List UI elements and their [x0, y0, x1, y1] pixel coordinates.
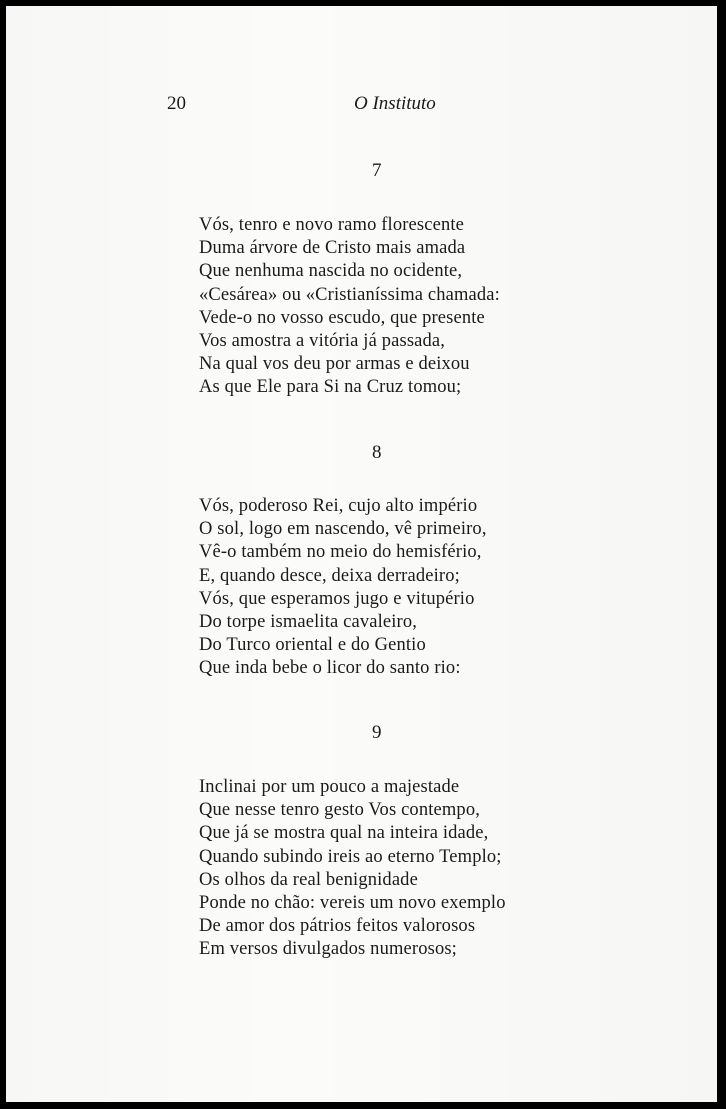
verse-line: Ponde no chão: vereis um novo exemplo	[199, 892, 506, 913]
verse-line: Quando subindo ireis ao eterno Templo;	[199, 846, 502, 867]
verse-line: O sol, logo em nascendo, vê primeiro,	[199, 519, 487, 540]
verse-line: Do torpe ismaelita cavaleiro,	[199, 611, 418, 632]
verse-line: Vede-o no vosso escudo, que presente	[199, 307, 485, 328]
verse-line: Que nesse tenro gesto Vos contempo,	[199, 800, 480, 821]
verse-line: Em versos divulgados numerosos;	[199, 939, 457, 960]
verse-line: Os olhos da real benignidade	[199, 869, 418, 890]
verse-lines	[199, 214, 500, 400]
stanza-number: 7	[372, 160, 382, 181]
verse-line: De amor dos pátrios feitos valorosos	[199, 916, 476, 937]
verse-line: As que Ele para Si na Cruz tomou;	[199, 377, 462, 398]
verse-line: Vós, que esperamos jugo e vitupério	[199, 588, 475, 609]
verse-line: Do Turco oriental e do Gentio	[199, 635, 426, 656]
stanza-number: 9	[372, 722, 382, 743]
verse-lines	[199, 776, 506, 962]
running-title: O Instituto	[354, 93, 436, 114]
verse-line: Vós, tenro e novo ramo florescente	[199, 215, 465, 235]
book-page	[6, 6, 717, 1102]
verse-line: Que já se mostra qual na inteira idade,	[199, 823, 489, 844]
verse-lines	[199, 495, 487, 681]
verse-line: Que nenhuma nascida no ocidente,	[199, 261, 463, 282]
verse-line: Na qual vos deu por armas e deixou	[199, 354, 470, 375]
verse-line: Vós, poderoso Rei, cujo alto império	[199, 496, 478, 516]
verse-line: Vos amostra a vitória já passada,	[199, 330, 446, 351]
page-header	[6, 93, 717, 117]
page-number: 20	[167, 93, 186, 114]
stanza-number: 8	[372, 442, 382, 463]
verse-line: E, quando desce, deixa derradeiro;	[199, 565, 460, 586]
verse-line: Vê-o também no meio do hemisfério,	[199, 542, 482, 563]
verse-line: Que inda bebe o licor do santo rio:	[199, 658, 461, 679]
verse-line: «Cesárea» ou «Cristianíssima chamada:	[199, 284, 500, 305]
verse-line: Duma árvore de Cristo mais amada	[199, 238, 466, 259]
verse-line: Inclinai por um pouco a majestade	[199, 777, 460, 797]
